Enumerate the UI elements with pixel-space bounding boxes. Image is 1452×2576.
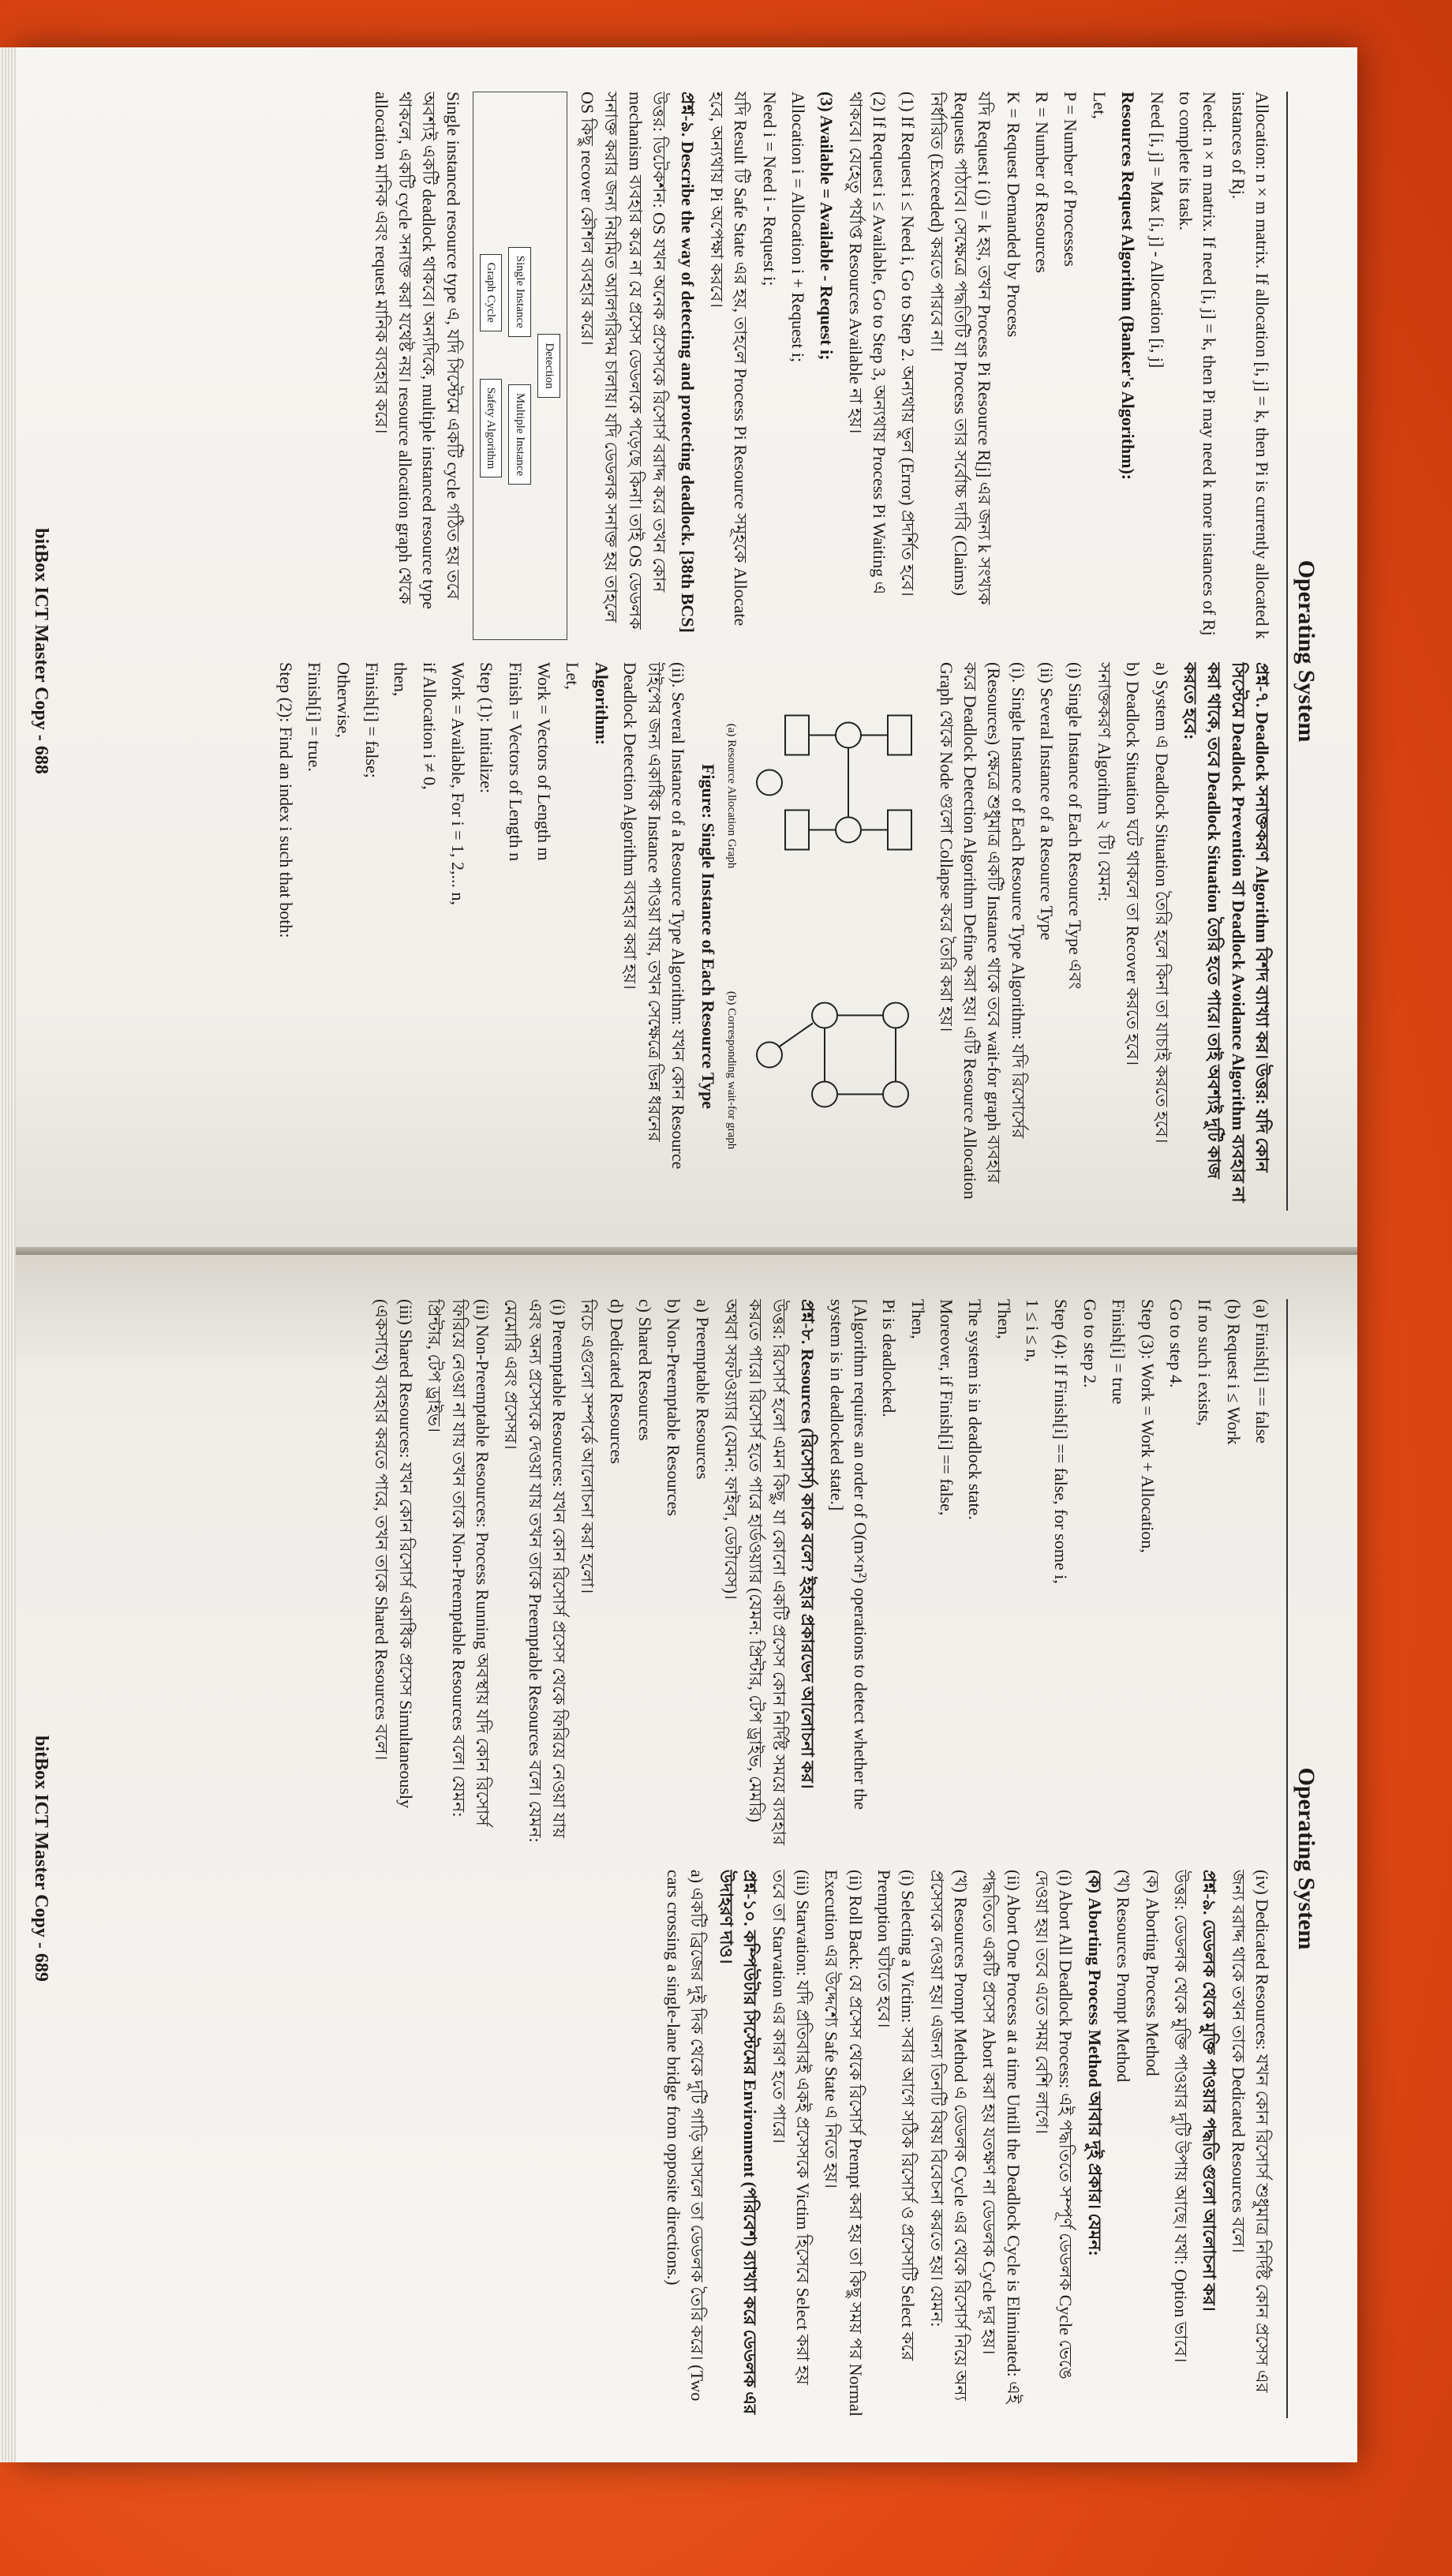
text-paragraph: Let, (563, 662, 583, 690)
text-paragraph: Then, (908, 1299, 928, 1339)
text-paragraph: (i) Selecting a Victim: সবার আগে সঠিক রিসোর্স ও প্রসেসটি Select করে Premption ঘটাতে হবে। (874, 1870, 919, 2361)
text-paragraph: Finish[i] = false; (361, 662, 382, 778)
text-paragraph: (i) Abort All Deadlock Process: এই পদ্ধতিতে সম্পূর্ণ ডেডলক Cycle ভেঙে দেওয়া হয়। তবে এতে সময় বেশি লাগে। (1032, 1870, 1076, 2379)
text-paragraph: (ক) Aborting Process Method আবার দুই প্রকার। যেমন: (1084, 1870, 1105, 2256)
text-paragraph: Go to step 2. (1080, 1299, 1100, 1388)
list-item: (খ) Resources Prompt Method (1113, 1870, 1134, 2083)
text-paragraph: উত্তর: ডিটেকশন: OS যখন অনেক প্রসেসকে রিসোর্স বরাদ্দ করে তখন কোন mechanism ব্যবহার করে না যে প্রসেস ডেডলকে পড়েছে কিনা। তাই OS ডেডলক সনাক্ত করার জন্য নিয়মিত অ্যালগরিদম চালায়। যদি ডেডলক সনাক্ত হয় তাহলে OS কিছু recover কৌশল ব্যবহার করে। (578, 92, 670, 630)
text-paragraph: Step (4): If Finish[i] == false, for some i, (1051, 1299, 1072, 1584)
text-paragraph: Go to step 4. (1166, 1299, 1186, 1388)
text-paragraph: (ii). Several Instance of a Resource Type Algorithm: যখন কোন Resource টাইপের জন্য একাধিক Instance পাওয়া যায়, তখন সেক্ষেত্রে ভিন্ন ধরনের Deadlock Detection Algorithm ব্যবহার করা হয়। (620, 662, 688, 1170)
text-paragraph: (খ) Resources Prompt Method এ ডেডলক Cycle এর থেকে রিসোর্স নিয়ে অন্য প্রসেসকে দেওয়া হয়। এজন্য তিনটি বিষয় বিবেচনা করতে হয়। যেমন: (926, 1870, 971, 2402)
text-paragraph: Need [i, j] = Max [i, j] - Allocation [i, j] (1147, 92, 1167, 369)
text-paragraph: P = Number of Processes (1061, 92, 1081, 267)
diagram-node: Detection (537, 334, 560, 397)
diagram-node: Graph Cycle (480, 254, 503, 331)
text-paragraph: (i) Single Instance of Each Resource Type এবং (1065, 662, 1086, 990)
text-paragraph: (ii) Non-Preemptable Resources: Process Running অবস্থায় যদি কোন রিসোর্স ফিরিয়ে নেওয়া না যায় তখন তাকে Non-Preemptable Resources বলে। যেমন: প্রিন্টার, টেপ ড্রাইভ। (425, 1299, 492, 1826)
page-edges (0, 47, 16, 2462)
text-paragraph: (b) Request i ≤ Work (1223, 1299, 1244, 1445)
open-book (16, 47, 1357, 2462)
question-heading: প্রশ্ন-৯. Describe the way of detecting and protecting deadlock. [38th BCS] (678, 92, 698, 633)
question-heading: প্রশ্ন-১০. কম্পিউটার সিস্টেমের Environment (পরিবেশ) ব্যাখ্যা করে ডেডলক এর উদাহরণ দাও। (716, 1870, 761, 2415)
text-paragraph: (a) Finish[i] == false (1252, 1299, 1272, 1444)
text-paragraph: if Allocation i ≠ 0, (419, 662, 440, 790)
text-paragraph: 1 ≤ i ≤ n, (1023, 1299, 1043, 1362)
text-paragraph: (ii) Roll Back: যে প্রসেস থেকে রিসোর্স Prempt করা হয় তা কিছু সময় পর Normal Execution এর উদ্দেশ্যে Safe State এ নিতে হয়। (821, 1870, 866, 2417)
text-paragraph: K = Request Demanded by Process (1003, 92, 1024, 338)
question-heading: প্রশ্ন-৭. Deadlock সনাক্তকরণ Algorithm বিশদ ব্যাখ্যা কর। উত্তর: যদি কোন সিস্টেমে Deadlock Prevention বা Deadlock Avoidance Algorithm ব্যবহার না করা থাকে, তবে Deadlock Situation তৈরি হতে পারে। তাই অবশ্যই দুটি কাজ করতে হবে: (1180, 662, 1272, 1203)
text-paragraph: (iv) Dedicated Resources: যখন কোন রিসোর্স শুধুমাত্র নির্দিষ্ট কোন প্রসেস এর জন্য বরাদ্দ থাকে তখন তাকে Dedicated Resources বলে। (1228, 1870, 1272, 2393)
text-paragraph: যদি Result টি Safe State এর হয়, তাহলে Process Pi Resource সমূহকে Allocate হবে, অন্যথায় Pi অপেক্ষা করবে। (706, 92, 751, 627)
left-page-column-1 (90, 92, 1274, 640)
text-paragraph: Step (1): Initialize: (477, 662, 497, 794)
diagram-node: Safety Algorithm (480, 379, 503, 478)
text-paragraph: [Algorithm requires an order of O(m×n²) operations to detect whether the system is in deadlocked state.] (826, 1299, 870, 1810)
right-page (16, 1255, 1357, 2462)
resource-allocation-graph (746, 662, 927, 1211)
list-item: (ক) Aborting Process Method (1142, 1870, 1162, 2076)
list-item: c) Shared Resources (635, 1299, 656, 1441)
text-paragraph: (iii) Starvation: যদি প্রতিবারই একই প্রসেসকে Victim হিসেবে Select করা হয় তবে তা Starvation এর কারণ হতে পারে। (769, 1870, 813, 2385)
text-paragraph: উত্তর: ডেডলক থেকে মুক্তি পাওয়ার দুটি উপায় আছে। যথা: Option ভাবে। (1170, 1870, 1191, 2363)
text-paragraph: Allocation i = Allocation i + Request i; (788, 92, 808, 363)
text-paragraph: Let, (1089, 92, 1110, 119)
text-paragraph: Need: n × m matrix. If need [i, j] = k, then Pi may need k more instances of Rj to complete its task. (1175, 92, 1220, 636)
figure-caption: Figure: Single Instance of Each Resource Type (698, 763, 719, 1110)
text-paragraph: উত্তর: রিসোর্স হলো এমন কিছু, যা কোনো একটি প্রসেস কোন নির্দিষ্ট সময়ে ব্যবহার করতে পারে। রিসোর্স হতে পারে হার্ডওয়্যার (যেমন: প্রিন্টার, টেপ ড্রাইভ, মেমরি) অথবা সফটওয়্যার (যেমন: ফাইল, ডেটাবেস)। (721, 1299, 789, 1846)
list-item: a) Preemptable Resources (692, 1299, 713, 1480)
text-paragraph: a) System এ Deadlock Situation তৈরি হলে কিনা তা যাচাই করতে হবে। (1151, 662, 1172, 1144)
text-paragraph: Need i = Need i - Request i; (759, 92, 780, 286)
text-paragraph: Pi is deadlocked. (879, 1299, 900, 1417)
text-paragraph: Allocation: n × m matrix. If allocation [i, j] = k, then Pi is currently allocated k instances of Rj. (1228, 92, 1272, 639)
text-paragraph: (ii) Several Instance of a Resource Type (1037, 662, 1057, 941)
list-item: b) Non-Preemptable Resources (664, 1299, 684, 1516)
text-paragraph: যদি Request i (j) = k হয়, তখন Process Pi Resource R[j] এর জন্য k সংখ্যক Requests পাঠাবে। সেক্ষেত্রে পদ্ধতিটি যা Process তার সর্বোচ্চ দাবি (Claims) নির্ধারিত (Exceeded) করতে পারবে না। (926, 92, 995, 605)
text-paragraph: Finish = Vectors of Length n (505, 662, 526, 862)
right-page-column-1 (90, 1299, 1274, 1848)
text-paragraph: (iii) Shared Resources: যখন কোন রিসোর্স একাধিক প্রসেস Simultaneously (একসাথে) ব্যবহার করতে পারে, তখন তাকে Shared Resources বলে। (372, 1299, 416, 1809)
left-page-footer: bitBox ICT Master Copy - 688 (31, 528, 51, 774)
text-paragraph: (1) If Request i ≤ Need i, Go to Step 2. অন্যথায় ভুল (Error) প্রদর্শিত হবে। (898, 92, 919, 597)
right-page-footer: bitBox ICT Master Copy - 689 (31, 1735, 51, 1982)
text-paragraph: (i). Single Instance of Each Resource Type Algorithm: যদি রিসোর্সের (Resources) ক্ষেত্রে শুধুমাত্র একটি Instance থাকে তবে wait-for graph ব্যবহার করে Deadlock Detection Algorithm Define করা হয়। এটি Resource Allocation Graph থেকে Node গুলো Collapse করে তৈরি করা হয়। (936, 662, 1028, 1200)
right-page-column-2 (90, 1870, 1274, 2418)
text-paragraph: Moreover, if Finish[i] == false, (937, 1299, 957, 1516)
diagram-node: Multiple Instance (508, 384, 531, 485)
detection-diagram (473, 92, 567, 640)
text-paragraph: Work = Vectors of Length m (534, 662, 555, 861)
text-paragraph: সনাক্তকরণ Algorithm ২ টি। যেমন: (1094, 662, 1114, 902)
text-paragraph: R = Number of Resources (1032, 92, 1053, 273)
question-heading: প্রশ্ন-৮. Resources (রিসোর্স) কাকে বলে? ইহার প্রকারভেদ আলোচনা কর। (798, 1299, 818, 1789)
diagram-node: Single Instance (508, 247, 531, 337)
text-paragraph: If no such i exists, (1195, 1299, 1215, 1426)
right-page-header: Operating System (1286, 1299, 1319, 2418)
text-paragraph: The system is in deadlock state. (965, 1299, 986, 1520)
text-paragraph: (2) If Request i ≤ Available, Go to Step 3, অন্যথায় Process Pi Waiting এ থাকবে। যেহেতু পর্যাপ্ত Resources Available না হয়। (845, 92, 889, 595)
text-paragraph: a) একটি ব্রিজের দুই দিক থেকে দুটি গাড়ি আসলে তা ডেডলক তৈরি করে। (Two cars crossing a single-lane bridge from opposite directions.) (664, 1870, 708, 2402)
section-heading: Resources Request Algorithm (Banker's Algorithm): (1118, 92, 1139, 481)
wait-for-graph-figure (696, 662, 927, 1211)
text-paragraph: Then, (994, 1299, 1014, 1339)
left-page-column-2 (90, 662, 1274, 1211)
text-paragraph: Finish[i] = true (1109, 1299, 1129, 1405)
figure-subcaption: (a) Resource Allocation Graph (724, 723, 738, 869)
text-paragraph: নিচে এগুলো সম্পর্কে আলোচনা করা হলো। (578, 1299, 598, 1594)
text-paragraph: (3) Available = Available - Request i; (817, 92, 837, 361)
list-item: d) Dedicated Resources (606, 1299, 627, 1464)
text-paragraph: Otherwise, (333, 662, 354, 738)
text-paragraph: Step (3): Work = Work + Allocation, (1137, 1299, 1158, 1553)
text-paragraph: Single instanced resource type এ, যদি সিস্টেমে একটি cycle গঠিত হয় তবে অবশ্যই একটি deadlock থাকবে। অন্যদিকে, multiple instanced resource type থাকলে, একটি cycle সনাক্ত করা যথেষ্ট নয়। resource allocation graph থেকে allocation মানিক এবং request মানিক ব্যবহার করে। (371, 92, 463, 609)
left-page-header: Operating System (1286, 92, 1319, 1211)
text-paragraph: Finish[i] = true. (305, 662, 325, 772)
text-paragraph: then, (391, 662, 411, 697)
text-paragraph: Algorithm: (591, 662, 612, 746)
text-paragraph: (i) Preemptable Resources: যখন কোন রিসোর্স প্রসেস থেকে ফিরিয়ে নেওয়া যায় এবং অন্য প্রসেসকে দেওয়া যায় তখন তাকে Preemptable Resources বলে। যেমন: মেমোরি এবং প্রসেসর। (501, 1299, 570, 1843)
text-paragraph: (ii) Abort One Process at a time Untill the Deadlock Cycle is Eliminated: এই পদ্ধতিতে একটি প্রসেস Abort করা হয় যতক্ষণ না ডেডলক Cycle দূর হয়। (979, 1870, 1024, 2404)
figure-subcaption: (b) Corresponding wait-for graph (724, 990, 738, 1150)
text-paragraph: Work = Available, For i = 1, 2,... n, (448, 662, 469, 905)
text-paragraph: Step (2): Find an index i such that both: (275, 662, 296, 938)
question-heading: প্রশ্ন-৯. ডেডলক থেকে মুক্তি পাওয়ার পদ্ধতি গুলো আলোচনা কর। (1199, 1870, 1220, 2312)
text-paragraph: b) Deadlock Situation ঘটে থাকলে তা Recover করতে হবে। (1123, 662, 1143, 1066)
left-page (16, 47, 1357, 1255)
